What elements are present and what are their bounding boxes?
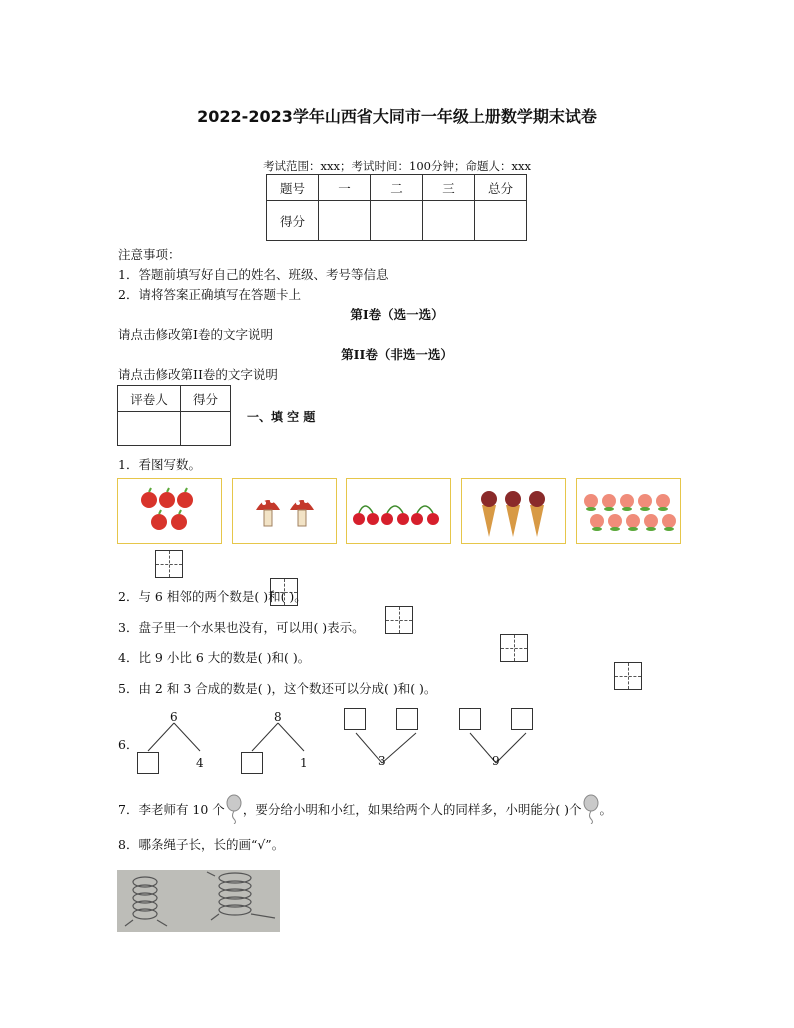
question-1: 1．看图写数。 <box>118 457 201 472</box>
notes-item: 1．答题前填写好自己的姓名、班级、考号等信息 <box>118 267 389 282</box>
bond-answer-box[interactable] <box>344 708 366 730</box>
bond-answer-box[interactable] <box>137 752 159 774</box>
score-cell[interactable] <box>423 201 475 241</box>
bond-part-number: 4 <box>196 756 204 770</box>
balloon-icon <box>225 794 243 824</box>
grader-table <box>117 385 231 446</box>
answer-box[interactable] <box>155 550 183 578</box>
score-cell[interactable] <box>371 201 423 241</box>
grader-cell[interactable] <box>181 412 231 446</box>
question-7-text: 7．李老师有 10 个 <box>118 802 225 817</box>
question-3: 3．盘子里一个水果也没有，可以用( )表示。 <box>118 620 365 635</box>
part1-desc[interactable]: 请点击修改第I卷的文字说明 <box>118 327 273 342</box>
score-cell[interactable] <box>475 201 527 241</box>
peach-group-icon <box>576 478 681 544</box>
question-5: 5．由 2 和 3 合成的数是( )，这个数还可以分成( )和( )。 <box>118 681 437 696</box>
score-table <box>266 174 527 241</box>
score-cell[interactable] <box>319 201 371 241</box>
question-7-text: ，要分给小明和小红，如果给两个人的同样多，小明能分( )个 <box>242 802 582 817</box>
answer-box[interactable] <box>500 634 528 662</box>
bond-answer-box[interactable] <box>459 708 481 730</box>
bond-answer-box[interactable] <box>241 752 263 774</box>
question-8: 8．哪条绳子长，长的画“√”。 <box>118 837 285 852</box>
question-6: 6． <box>118 737 139 752</box>
question-2: 2．与 6 相邻的两个数是( )和( )。 <box>118 589 307 604</box>
answer-box[interactable] <box>385 606 413 634</box>
score-header: 总分 <box>475 175 527 201</box>
section1-title: 一、填 空 题 <box>247 410 316 424</box>
grader-cell[interactable] <box>118 412 181 446</box>
question-7 <box>118 794 612 824</box>
ice-cream-group-icon <box>461 478 566 544</box>
notes-heading: 注意事项： <box>118 247 181 262</box>
answer-box[interactable] <box>614 662 642 690</box>
bond-answer-box[interactable] <box>511 708 533 730</box>
notes-item: 2．请将答案正确填写在答题卡上 <box>118 287 301 302</box>
apple-group-icon <box>117 478 222 544</box>
page-title: 2022-2023学年山西省大同市一年级上册数学期末试卷 <box>197 107 597 126</box>
score-header: 二 <box>371 175 423 201</box>
balloon-icon <box>582 794 600 824</box>
bond-total-number: 3 <box>378 754 386 768</box>
bond-part-number: 1 <box>300 756 308 770</box>
grader-header: 得分 <box>181 386 231 412</box>
part2-desc[interactable]: 请点击修改第II卷的文字说明 <box>118 367 278 382</box>
question-4: 4．比 9 小比 6 大的数是( )和( )。 <box>118 650 311 665</box>
part2-title: 第II卷（非选一选） <box>341 347 453 362</box>
part1-title: 第I卷（选一选） <box>350 307 444 322</box>
spring-rope-icon <box>117 870 280 932</box>
number-bond-lines <box>130 705 550 775</box>
score-header: 一 <box>319 175 371 201</box>
grader-header: 评卷人 <box>118 386 181 412</box>
score-label: 得分 <box>267 201 319 241</box>
mushroom-group-icon <box>232 478 337 544</box>
score-header: 题号 <box>267 175 319 201</box>
bond-top-number: 6 <box>170 710 178 724</box>
bond-answer-box[interactable] <box>396 708 418 730</box>
score-header: 三 <box>423 175 475 201</box>
question-7-text: 。 <box>599 802 613 817</box>
bond-top-number: 8 <box>274 710 282 724</box>
bond-total-number: 9 <box>492 754 500 768</box>
exam-info: 考试范围：xxx；考试时间：100分钟；命题人：xxx <box>263 159 531 173</box>
cherry-group-icon <box>346 478 451 544</box>
